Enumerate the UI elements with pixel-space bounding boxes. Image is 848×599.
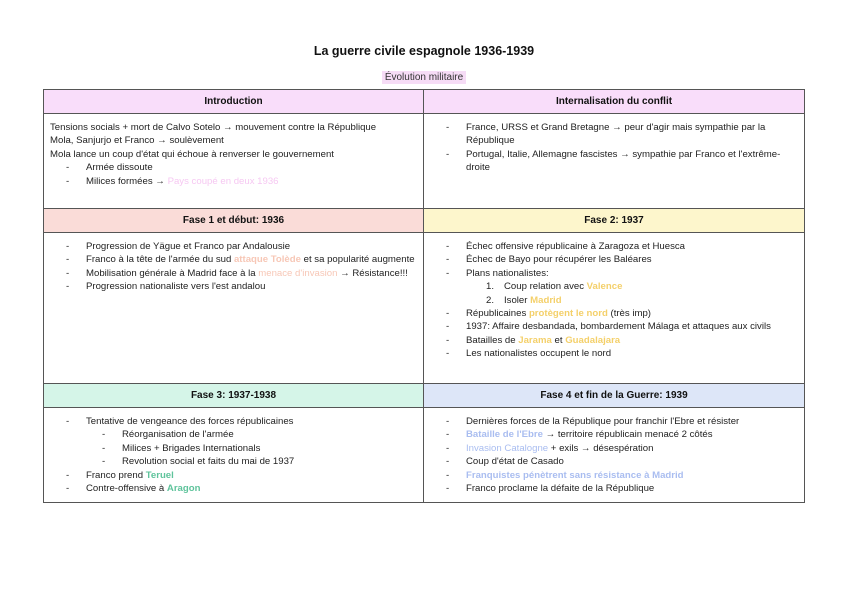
intro-bullet-1: Armée dissoute bbox=[86, 162, 153, 174]
fase3-bullet-2a: Franco prend bbox=[86, 469, 146, 481]
fase2-bullet-6-highlight-1: Jarama bbox=[518, 334, 552, 346]
fase2-plan-1-number: 1. bbox=[486, 281, 495, 293]
heading-internalisation: Internalisation du conflit bbox=[424, 90, 805, 114]
cell-fase-1 bbox=[44, 233, 424, 384]
fase2-plan-1-text: Coup relation avec bbox=[504, 281, 587, 293]
fase4-bullet-6: Franco proclame la défaite de la République bbox=[466, 483, 655, 495]
list-item bbox=[430, 469, 798, 482]
header-row-1 bbox=[44, 90, 805, 114]
fase2-plan-2-number: 2. bbox=[486, 294, 495, 306]
fase1-bullet-1: Progression de Yägue et Franco par Andalousie bbox=[86, 241, 291, 252]
list-item bbox=[430, 294, 798, 307]
cell-fase-2-content bbox=[424, 233, 804, 367]
fase2-plan-1-highlight: Valence bbox=[586, 281, 623, 293]
subtitle-wrap bbox=[0, 67, 848, 85]
fase2-plan-2-highlight: Madrid bbox=[530, 294, 562, 306]
list-item bbox=[86, 428, 417, 441]
fase2-bullet-1: Échec offensive républicaine à Zaragoza et Huesca bbox=[466, 241, 686, 252]
list-item bbox=[86, 442, 417, 455]
cell-internalisation-content bbox=[424, 114, 804, 181]
list-item bbox=[430, 415, 798, 428]
fase1-bullet-2b: et sa popularité augmente bbox=[300, 254, 415, 266]
header-row-2 bbox=[44, 209, 805, 233]
inter-list bbox=[430, 121, 798, 175]
heading-fase-4: Fase 4 et fin de la Guerre: 1939 bbox=[424, 384, 805, 408]
cell-fase-3 bbox=[44, 408, 424, 503]
fase2-bullet-5: 1937: Affaire desbandada, bombardement Málaga et attaques aux civils bbox=[466, 321, 771, 333]
header-row-3 bbox=[44, 384, 805, 408]
fase4-bullet-2-highlight: Bataille de l'Ebre bbox=[466, 429, 543, 441]
fase3-bullet-3-highlight: Aragon bbox=[166, 483, 201, 495]
list-item bbox=[430, 482, 798, 495]
list-item bbox=[50, 240, 417, 253]
fase2-bullet-3: Plans nationalistes: bbox=[466, 267, 549, 279]
cell-introduction-content bbox=[44, 114, 423, 194]
body-row-1 bbox=[44, 114, 805, 209]
inter-bullet-2: Portugal, Italie, Allemagne fascistes → sympathie par Franco et l'extrême-droite bbox=[466, 148, 781, 174]
fase4-bullet-2b: → territoire républicain menacé 2 côtés bbox=[542, 429, 713, 441]
fase4-list bbox=[430, 415, 798, 495]
cell-fase-2 bbox=[424, 233, 805, 384]
heading-fase-3: Fase 3: 1937-1938 bbox=[44, 384, 424, 408]
fase2-bullet-6-mid: et bbox=[551, 334, 566, 346]
fase4-bullet-3b: + exils → désespération bbox=[548, 442, 654, 454]
cell-fase-3-content bbox=[44, 408, 423, 501]
fase1-bullet-3b: → Résistance!!! bbox=[337, 267, 408, 279]
list-item bbox=[50, 415, 417, 469]
intro-list bbox=[50, 161, 417, 188]
fase2-bullet-4b: (très imp) bbox=[607, 308, 651, 320]
fase3-sublist bbox=[86, 428, 417, 468]
fase2-bullet-4a: Républicaines bbox=[466, 308, 529, 320]
fase3-sub-3: Revolution social et faits du mai de 1937 bbox=[122, 456, 295, 468]
list-item bbox=[430, 253, 798, 266]
list-item bbox=[430, 428, 798, 441]
fase2-plan-2-text: Isoler bbox=[504, 294, 531, 306]
list-item bbox=[430, 267, 798, 280]
list-item bbox=[50, 161, 417, 174]
heading-introduction: Introduction bbox=[44, 90, 424, 114]
fase3-bullet-1: Tentative de vengeance des forces républicaines bbox=[86, 416, 294, 427]
list-item bbox=[50, 280, 417, 293]
intro-line-1: Tensions socials + mort de Calvo Sotelo → mouvement contre la République bbox=[50, 122, 377, 133]
fase1-bullet-3a: Mobilisation générale à Madrid face à la bbox=[86, 267, 259, 279]
list-item bbox=[50, 482, 417, 495]
fase4-bullet-4: Coup d'état de Casado bbox=[466, 456, 564, 468]
list-item bbox=[430, 307, 798, 320]
fase3-bullet-2-highlight: Teruel bbox=[145, 469, 174, 481]
list-item bbox=[50, 253, 417, 266]
cell-fase-4-content bbox=[424, 408, 804, 501]
list-item bbox=[50, 267, 417, 280]
list-item bbox=[50, 469, 417, 482]
fase1-bullet-2-highlight: attaque Tolède bbox=[233, 254, 301, 266]
fase4-bullet-1: Dernières forces de la République pour franchir l'Ebre et résister bbox=[466, 416, 740, 427]
fase2-list bbox=[430, 240, 798, 280]
document-subtitle: Évolution militaire bbox=[382, 71, 466, 84]
fase1-bullet-3-highlight: menace d'invasion bbox=[258, 267, 338, 279]
fase2-bullet-6-highlight-2: Guadalajara bbox=[565, 334, 621, 346]
list-item bbox=[430, 347, 798, 360]
fase1-list bbox=[50, 240, 417, 294]
intro-line-3: Mola lance un coup d'état qui échoue à renverser le gouvernement bbox=[50, 148, 334, 160]
list-item bbox=[430, 455, 798, 468]
fase2-bullet-4-highlight: protègent le nord bbox=[528, 308, 608, 320]
body-row-3 bbox=[44, 408, 805, 503]
heading-fase-1: Fase 1 et début: 1936 bbox=[44, 209, 424, 233]
list-item bbox=[430, 280, 798, 293]
list-item bbox=[430, 442, 798, 455]
intro-bullet-2-text: Milices formées → bbox=[86, 175, 168, 187]
fase2-bullet-6a: Batailles de bbox=[466, 334, 519, 346]
fase2-bullet-2: Échec de Bayo pour récupérer les Baléares bbox=[466, 254, 652, 266]
list-item bbox=[430, 148, 798, 175]
fase3-list bbox=[50, 415, 417, 495]
list-item bbox=[430, 334, 798, 347]
cell-fase-4 bbox=[424, 408, 805, 503]
fase2-bullet-7: Les nationalistes occupent le nord bbox=[466, 348, 612, 360]
document-title: La guerre civile espagnole 1936-1939 bbox=[313, 44, 535, 58]
cell-fase-1-content bbox=[44, 233, 423, 300]
list-item bbox=[86, 455, 417, 468]
heading-fase-2: Fase 2: 1937 bbox=[424, 209, 805, 233]
fase1-bullet-4: Progression nationaliste vers l'est andalou bbox=[86, 281, 266, 293]
body-row-2 bbox=[44, 233, 805, 384]
intro-line-2: Mola, Sanjurjo et Franco → soulèvement bbox=[50, 135, 224, 147]
fase3-bullet-3a: Contre-offensive à bbox=[86, 483, 167, 495]
fase3-sub-1: Réorganisation de l'armée bbox=[122, 429, 234, 441]
cell-internalisation bbox=[424, 114, 805, 209]
cell-introduction bbox=[44, 114, 424, 209]
fase4-bullet-3-highlight: Invasion Catalogne bbox=[466, 442, 549, 454]
intro-bullet-2-highlight: Pays coupé en deux 1936 bbox=[167, 175, 279, 187]
fase1-bullet-2a: Franco à la tête de l'armée du sud bbox=[86, 254, 234, 266]
fase2-plan-list bbox=[430, 280, 798, 307]
fase2-list-cont bbox=[430, 307, 798, 361]
list-item bbox=[430, 240, 798, 253]
list-item bbox=[430, 121, 798, 148]
inter-bullet-1: France, URSS et Grand Bretagne → peur d'agir mais sympathie par la République bbox=[466, 122, 766, 147]
list-item bbox=[50, 175, 417, 188]
fase3-sub-2: Milices + Brigades Internationals bbox=[122, 442, 261, 454]
fase4-bullet-5-highlight: Franquistes pénètrent sans résistance à Madrid bbox=[466, 469, 684, 481]
timeline-table bbox=[43, 89, 805, 503]
list-item bbox=[430, 320, 798, 333]
